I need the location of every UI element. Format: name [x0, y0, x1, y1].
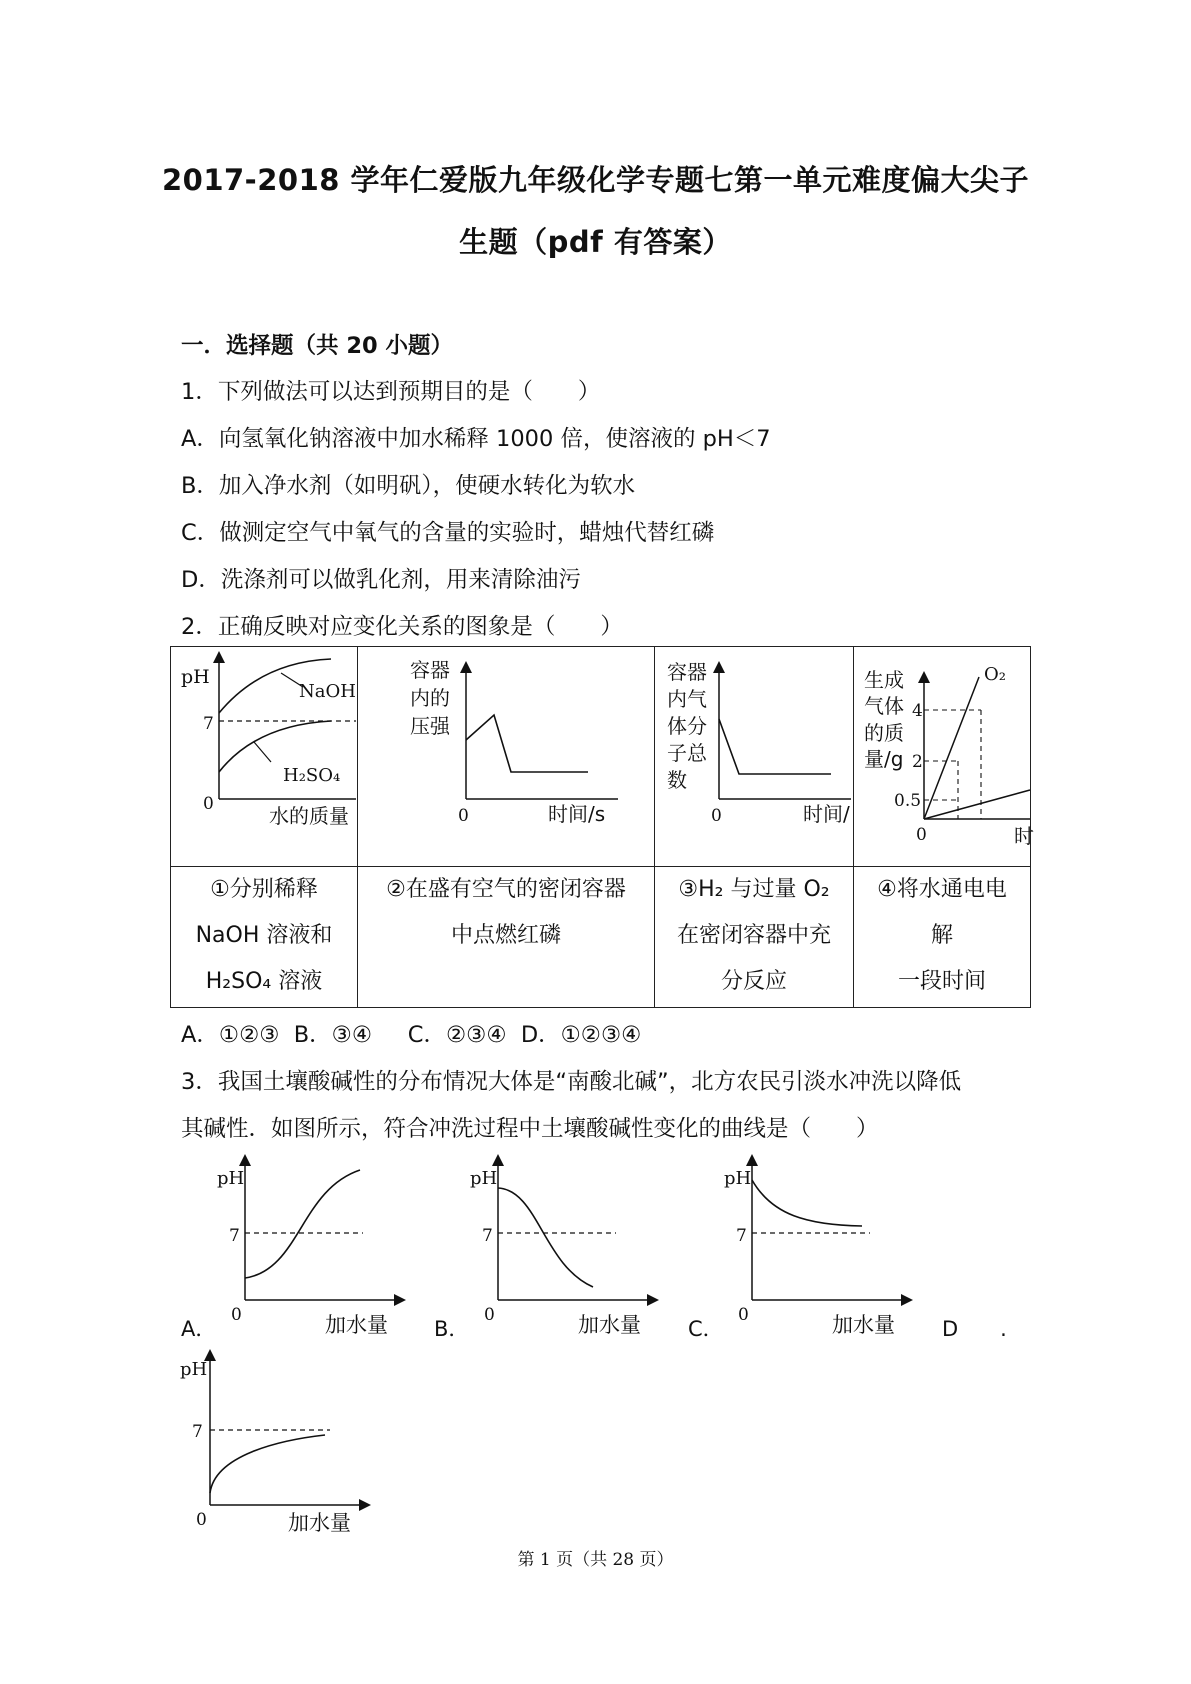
- q2g4-ylabel-3: 的质: [864, 721, 904, 745]
- q2-answer-options: A．①②③ B．③④ C．②③④ D．①②③④: [181, 1022, 642, 1048]
- q2g3-ylabel-4: 子总: [667, 741, 707, 765]
- svg-text:0: 0: [196, 1510, 207, 1530]
- q2-graph3-cell: [655, 647, 854, 867]
- svg-text:加水量: 加水量: [325, 1313, 388, 1337]
- q2g1-label-h2so4: H₂SO₄: [283, 765, 341, 786]
- q2g4-ylabel-4: 量/g: [864, 747, 904, 771]
- q2g3-ylabel-5: 数: [667, 768, 687, 792]
- q2g1-label-naoh: NaOH: [299, 681, 356, 702]
- q1-option-a: A．向氢氧化钠溶液中加水稀释 1000 倍，使溶液的 pH＜7: [181, 426, 771, 452]
- svg-text:加水量: 加水量: [578, 1313, 641, 1337]
- q2g3-xlabel: 时间/: [803, 802, 850, 826]
- q2g2-xlabel: 时间/s: [548, 802, 606, 826]
- q3-option-a: A．: [181, 1317, 217, 1341]
- q2g4-tick-4: 4: [912, 701, 923, 721]
- q2g1-origin: 0: [203, 794, 214, 814]
- q2g4-origin: 0: [916, 825, 927, 845]
- q2-caption-3: ③H₂ 与过量 O₂ 在密闭容器中充 分反应: [655, 867, 854, 1008]
- document-title-line1: 2017-2018 学年仁爱版九年级化学专题七第一单元难度偏大尖子: [161, 163, 1030, 197]
- svg-text:pH: pH: [724, 1168, 752, 1189]
- q1-stem: 1．下列做法可以达到预期目的是（ ）: [181, 379, 601, 405]
- q2-graph3: [655, 647, 853, 862]
- svg-text:pH: pH: [180, 1359, 208, 1380]
- q2g4-ylabel-2: 气体: [864, 694, 904, 718]
- q2g2-ylabel-1: 容器: [410, 658, 450, 682]
- q2g3-ylabel-1: 容器: [667, 660, 707, 684]
- q2-graph1-cell: [171, 647, 358, 867]
- q3-option-c: C．: [688, 1317, 724, 1341]
- section-heading: 一．选择题（共 20 小题）: [181, 333, 453, 359]
- document-title-line2: 生题（pdf 有答案）: [459, 225, 732, 259]
- q2g3-origin: 0: [711, 806, 722, 826]
- svg-text:0: 0: [738, 1305, 749, 1325]
- svg-text:pH: pH: [217, 1168, 245, 1189]
- q2g4-label-o2: O₂: [984, 664, 1006, 685]
- svg-text:7: 7: [482, 1226, 493, 1246]
- q1-option-d: D．洗涤剂可以做乳化剂，用来清除油污: [181, 567, 581, 593]
- svg-text:加水量: 加水量: [832, 1313, 895, 1337]
- q1-option-c: C．做测定空气中氧气的含量的实验时，蜡烛代替红磷: [181, 520, 715, 546]
- q2-graph4: [854, 647, 1034, 862]
- q3-graph-b: [458, 1150, 658, 1340]
- q2-caption-4: ④将水通电电 解 一段时间: [854, 867, 1031, 1008]
- q2g2-ylabel-2: 内的: [410, 686, 450, 710]
- q3-option-b: B．: [434, 1317, 470, 1341]
- q2-graph2: [358, 647, 654, 862]
- q2g3-ylabel-2: 内气: [667, 687, 707, 711]
- q3-option-d: D .: [942, 1317, 1007, 1341]
- q3-graph-d: [180, 1345, 380, 1535]
- q2g4-tick-05: 0.5: [894, 791, 922, 811]
- q2-caption-1: ①分别稀释 NaOH 溶液和 H₂SO₄ 溶液: [171, 867, 358, 1008]
- q2-graph2-cell: [358, 647, 655, 867]
- q1-option-b: B．加入净水剂（如明矾），使硬水转化为软水: [181, 473, 636, 499]
- q2g1-tick-7: 7: [203, 714, 214, 734]
- q2-stem: 2．正确反映对应变化关系的图象是（ ）: [181, 614, 623, 640]
- q2-graph1: [171, 647, 357, 862]
- q3-stem-line2: 其碱性．如图所示，符合冲洗过程中土壤酸碱性变化的曲线是（ ）: [181, 1116, 879, 1142]
- q2g2-origin: 0: [458, 806, 469, 826]
- q3-stem-line1: 3．我国土壤酸碱性的分布情况大体是“南酸北碱”，北方农民引淡水冲洗以降低: [181, 1069, 962, 1095]
- q3-graph-c: [712, 1150, 912, 1340]
- q2g1-xlabel: 水的质量: [269, 804, 349, 828]
- q2g4-xlabel: 时: [1014, 824, 1034, 848]
- svg-text:7: 7: [736, 1226, 747, 1246]
- q3-graph-a: [205, 1150, 405, 1340]
- page-footer: 第 1 页（共 28 页）: [517, 1550, 674, 1570]
- svg-text:0: 0: [484, 1305, 495, 1325]
- svg-text:加水量: 加水量: [288, 1511, 351, 1535]
- svg-text:7: 7: [192, 1422, 203, 1442]
- svg-text:0: 0: [231, 1305, 242, 1325]
- q2g3-ylabel-3: 体分: [667, 714, 707, 738]
- q2-graph-table: [170, 646, 1034, 1008]
- q2-graph4-cell: [854, 647, 1034, 867]
- q2g4-ylabel-1: 生成: [864, 668, 904, 692]
- q2g1-ylabel: pH: [181, 666, 210, 688]
- q2g4-tick-2: 2: [912, 752, 923, 772]
- q2-caption-2: ②在盛有空气的密闭容器 中点燃红磷: [358, 867, 655, 1008]
- q2g2-ylabel-3: 压强: [410, 714, 450, 738]
- svg-text:pH: pH: [470, 1168, 498, 1189]
- svg-text:7: 7: [229, 1226, 240, 1246]
